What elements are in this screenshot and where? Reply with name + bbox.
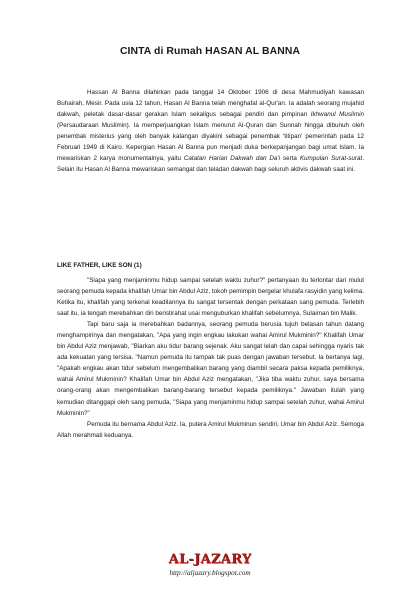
story-paragraph-1: "Siapa yang menjaminmu hidup sampai setelah waktu zuhur?" pertanyaan itu terlontar dari mulut seorang pemuda kepada khalifah Umar bin Abdul Aziz, tokoh pemimpin bergelar khulafa rasyidin yang kelima. Ketika itu, khalifah yang terkenal keadilannya itu sangat tersentak dengan perkataan sang pemuda. Terlebih saat itu, ia tengah merebahkan diri beristirahat usai menguburkan khalifah sebelumnya, Sulaiman bin Malik. [57, 277, 364, 318]
intro-text-b: (Persaudaraan Muslimin). Ia memperjuangkan Islam menurut Al-Quran dan Sunnah hingga dibunuh oleh penembak misterius yang oleh banyak kalangan diyakini sebagai penembak 'titipan' pemerintah pada 12 Februari 1949 di Kairo. Kepergian Hasan Al Banna pun menjadi duka berkepanjangan bagi umat Islam. Ia mewariskan 2 karya monumentalnya, yaitu [57, 122, 364, 163]
section-heading: LIKE FATHER, LIKE SON (1) [57, 262, 142, 269]
intro-italic-work1: Catatan Harian Dakwah dan Da'i [183, 155, 281, 163]
intro-text-d: . Selain itu Hasan Al Banna mewariskan semangat dan teladan dakwah bagi seluruh aktivis dakwah saat ini. [57, 155, 364, 174]
intro-section [57, 87, 364, 175]
page-title: CINTA di Rumah HASAN AL BANNA [119, 46, 301, 57]
intro-text-c: serta [280, 155, 300, 163]
story-paragraph-2: Tapi baru saja ia merebahkan badannya, seorang pemuda berusia tujuh belasan tahun datang menghampirinya dan mengatakan, "Apa yang ingin engkau lakukan wahai Amirul Mukminin?" Khalifah Umar bin Abdul Aziz menjawab, "Biarkan aku tidur barang sejenak. Aku sangat lelah dan capai sehingga nyaris tak ada kekuatan yang tersisa. "Namun pemuda itu tampak tak puas dengan jawaban tersebut. Ia bertanya lagi, "Apakah engkau akan tidur sebelum mengembalikan barang yang diambil secara paksa kepada pemiliknya, wahai Amirul Mukminin? Khalifah Umar bin Abdul Aziz mengatakan, "Jika tiba waktu zuhur, saya bersama orang-orang akan mengembalikan barang-barang tersebut kepada pemiliknya." Jawaban itulah yang kemudian ditanggapi oleh sang pemuda, "Siapa yang menjaminmu hidup sampai setelah zuhur, wahai Amirul Mukminin?" [57, 321, 364, 417]
story-section [57, 275, 364, 441]
intro-paragraph [57, 87, 364, 175]
footer-brand-logo: AL-JAZARY [168, 552, 252, 567]
intro-italic-work2: Kumpulan Surat-surat [299, 155, 363, 163]
intro-text-a: Hassan Al Banna dilahirkan pada tanggal 14 Oktober 1906 di desa Mahmudiyah kawasan Buhairah, Mesir. Pada usia 12 tahun, Hasan Al Banna telah menghafal al-Qur'an. Ia adalah seorang mujahid dakwah, peletak dasar-dasar gerakan Islam sekaligus sebagai pendiri dan pimpinan [57, 89, 364, 119]
intro-italic-organization: Ikhwanul Muslimin [310, 111, 364, 119]
story-paragraph-3: Pemuda itu bernama Abdul Aziz. Ia, putera Amirul Mukminun sendiri, Umar bin Abdul Aziz. Semoga Allah merahmati keduanya. [57, 420, 364, 439]
footer-url-link[interactable]: http://aljazary.blogspot.com [169, 569, 251, 577]
